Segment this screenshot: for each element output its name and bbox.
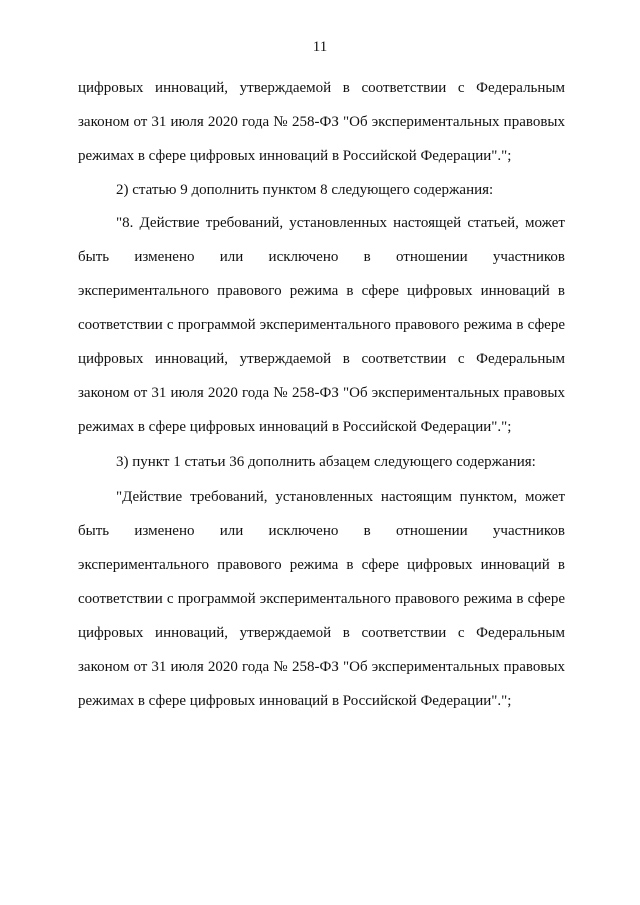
text-line: быть изменено или исключено в отношении участников — [78, 523, 565, 539]
text-line: соответствии с программой экспериментального правового режима в сфере — [78, 317, 565, 333]
text-line: законом от 31 июля 2020 года № 258-ФЗ "Об экспериментальных правовых — [78, 114, 565, 130]
list-item-heading: 3) пункт 1 статьи 36 дополнить абзацем следующего содержания: — [116, 454, 536, 470]
text-line: законом от 31 июля 2020 года № 258-ФЗ "Об экспериментальных правовых — [78, 385, 565, 401]
text-line: цифровых инноваций, утверждаемой в соответствии с Федеральным — [78, 80, 565, 96]
text-line: "8. Действие требований, установленных настоящей статьей, может — [116, 215, 565, 231]
list-item-heading: 2) статью 9 дополнить пунктом 8 следующего содержания: — [116, 182, 494, 198]
text-line: экспериментального правового режима в сфере цифровых инноваций в — [78, 283, 565, 299]
text-line: режимах в сфере цифровых инноваций в Российской Федерации"."; — [78, 419, 512, 435]
text-line: цифровых инноваций, утверждаемой в соответствии с Федеральным — [78, 351, 565, 367]
text-line: "Действие требований, установленных настоящим пунктом, может — [116, 489, 565, 505]
page-number: 11 — [312, 39, 328, 55]
text-line: экспериментального правового режима в сфере цифровых инноваций в — [78, 557, 565, 573]
text-line: соответствии с программой экспериментального правового режима в сфере — [78, 591, 565, 607]
text-line: режимах в сфере цифровых инноваций в Российской Федерации"."; — [78, 148, 512, 164]
text-line: законом от 31 июля 2020 года № 258-ФЗ "Об экспериментальных правовых — [78, 659, 565, 675]
text-line: быть изменено или исключено в отношении участников — [78, 249, 565, 265]
text-line: режимах в сфере цифровых инноваций в Российской Федерации"."; — [78, 693, 512, 709]
text-line: цифровых инноваций, утверждаемой в соответствии с Федеральным — [78, 625, 565, 641]
